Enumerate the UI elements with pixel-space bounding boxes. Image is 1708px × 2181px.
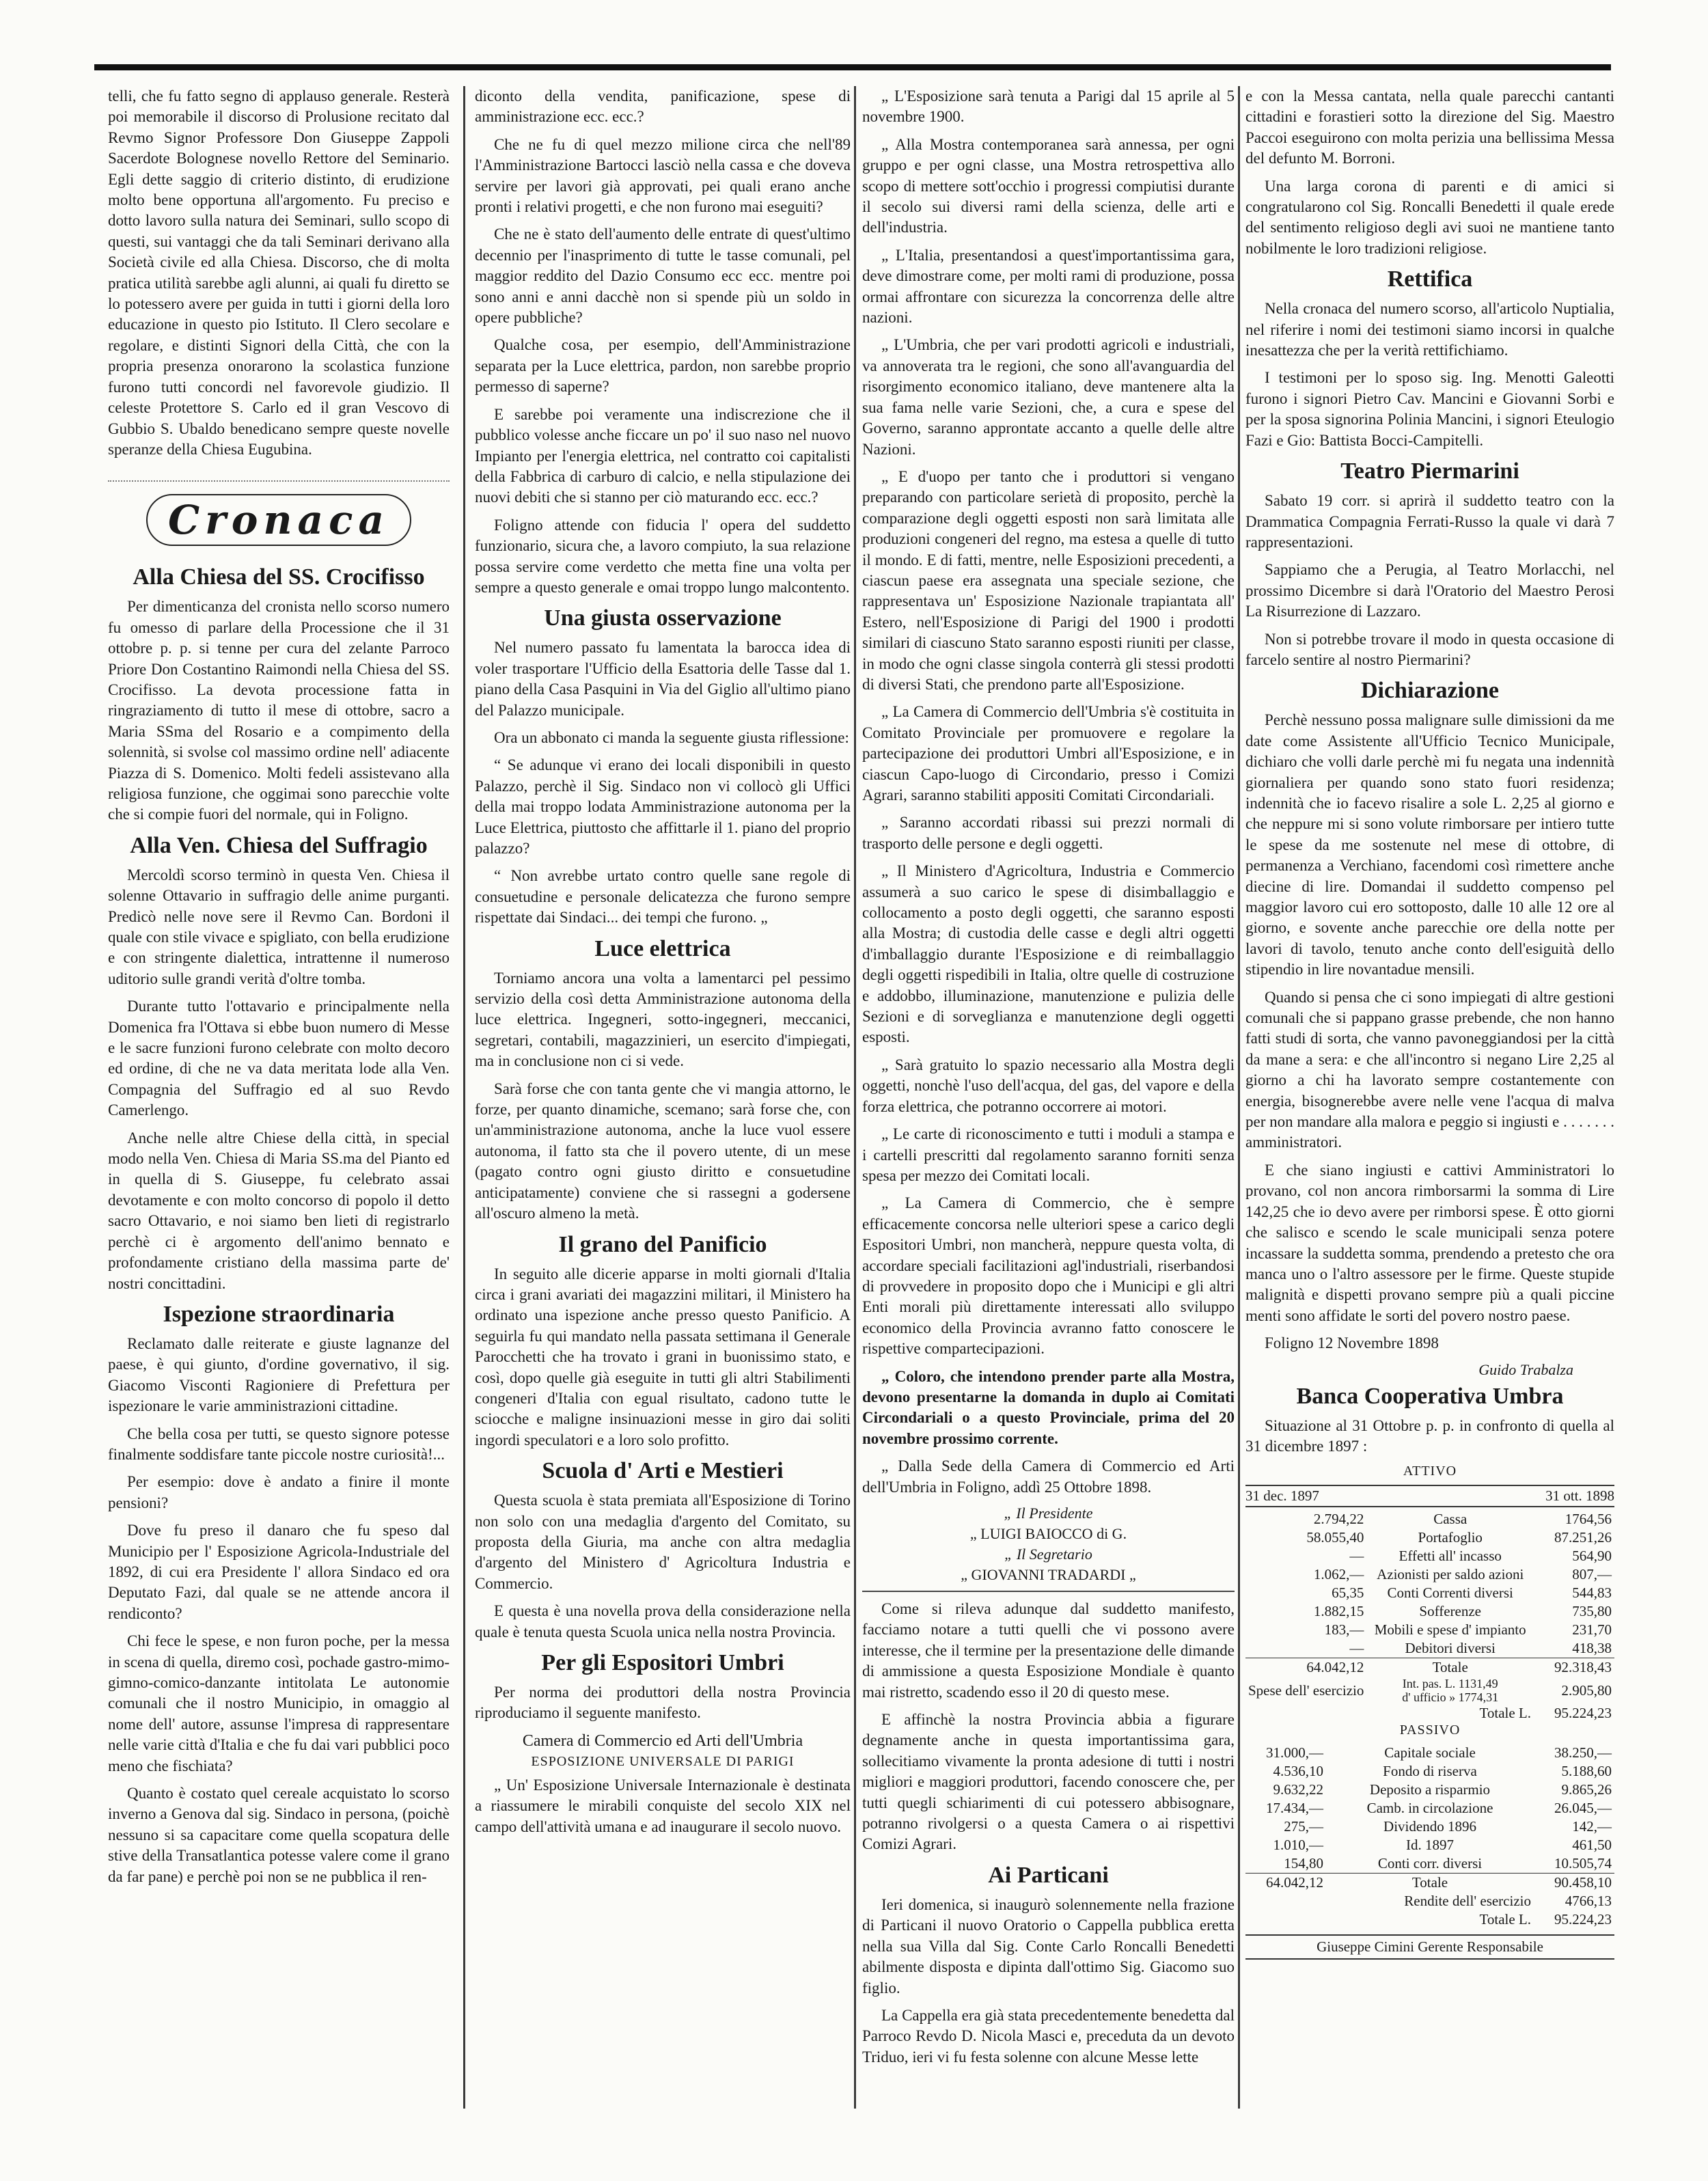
- table-cell: 461,50: [1572, 1837, 1612, 1854]
- table-cell: Portafoglio: [1418, 1529, 1483, 1546]
- article-paragraph: Dove fu preso il danaro che fu speso dal Municipio per l' Esposizione Agricola-Industriale del 1892, di cui era Presidente l' allora Sindaco ed ora Deputato Fazi, dal quale se ne attende ancora il rendiconto?: [108, 1522, 450, 1622]
- article-paragraph: Per norma dei produttori della nostra Provincia riproduciamo il seguente manifesto.: [475, 1684, 851, 1722]
- article-paragraph: Sarà forse che con tanta gente che vi mangia attorno, le forze, per quanto dinamiche, scemano; sarà forse che, con un'amministrazione autonoma, anche la luce vuol essere autonoma, il fatto sta che il povero utente, di un mese (pagato contro ogni giusto diritto e consuetudine anticipatamente) conviene che si rassegni a godersene all'oscuro almeno la metà.: [475, 1080, 851, 1222]
- article-paragraph: Chi fece le spese, e non furon poche, per la messa in scena di quella, diremo così, pochade gastro-mimo-gimno-comico-danzante intitolata Le autonomie comunali che il nostro Municipio, in omaggio al nome dell' autore, assunse l'impresa di rappresentare nelle varie città d'Italia e che fu dai vari pubblici poco meno che fischiata?: [108, 1632, 450, 1774]
- table-row: Spese dell' esercizio Int. pas. L. 1131,49 d' ufficio » 1774,31 2.905,80: [1248, 1677, 1612, 1705]
- article-paragraph: Che ne fu di quel mezzo milione circa che nell'89 l'Amministrazione Bartocci lasciò nella cassa e che doveva servire per lavori già approvati, pei quali erano anche pronti i relativi progetti, e che non furono mai eseguiti?: [475, 135, 851, 216]
- table-cell: Deposito a risparmio: [1369, 1781, 1491, 1798]
- column-1: [108, 86, 450, 2122]
- table-row: [1245, 1799, 1614, 1818]
- article-paragraph: diconto della vendita, panificazione, spese di amministrazione ecc. ecc.?: [475, 87, 851, 126]
- gerente-footer: Giuseppe Cimini Gerente Responsabile: [1245, 1934, 1614, 1960]
- table-cell: 1.010,—: [1273, 1837, 1323, 1854]
- article-paragraph: Mercoldì scorso terminò in questa Ven. Chiesa il solenne Ottavario in suffragio delle anime purganti. Predicò nelle nove sere il Revmo Can. Bordoni il quale con stile vivace e spigliato, con bella erudizione e con stringente dialettica, intrattenne il numeroso uditorio sulle grandi verità d'oltre tomba.: [108, 866, 450, 987]
- table-cell: 1.062,—: [1313, 1566, 1364, 1583]
- table-cell: Mobili e spese d' impianto: [1374, 1621, 1526, 1638]
- dateline: Foligno 12 Novembre 1898: [1265, 1334, 1439, 1352]
- table-cell: —: [1349, 1548, 1364, 1565]
- article-paragraph: Che ne è stato dell'aumento delle entrate di quest'ultimo decennio per l'inasprimento di tutte le tasse comunali, pel maggior reddito del Dazio Consumo ecc ecc. mentre poi sono anni e anni dacchè non si spende più un soldo in opere pubbliche?: [475, 225, 851, 327]
- table-cell: 17.434,—: [1266, 1800, 1323, 1817]
- table-cell: 38.250,—: [1554, 1744, 1612, 1761]
- subheading-camera: Camera di Commercio ed Arti dell'Umbria: [522, 1731, 803, 1750]
- table-row: [1245, 1836, 1614, 1854]
- headline-suffragio: Alla Ven. Chiesa del Suffragio: [130, 832, 428, 858]
- table-cell: 1764,56: [1565, 1511, 1612, 1528]
- table-row: [1245, 1584, 1614, 1602]
- table-cell: Effetti all' incasso: [1399, 1548, 1502, 1565]
- table-cell: Capitale sociale: [1384, 1744, 1476, 1761]
- headline-crocifisso: Alla Chiesa del SS. Crocifisso: [133, 564, 425, 590]
- signature-trabalza: Guido Trabalza: [1478, 1360, 1573, 1378]
- article-paragraph: „ L'Italia, presentandosi a quest'importantissima gara, deve dimostrare come, per molti rami di produzione, possa ormai affrontare con sicurezza la concorrenza delle altre nazioni.: [862, 246, 1235, 327]
- table-row: Rendite dell' esercizio 4766,13: [1404, 1893, 1612, 1910]
- table-cell: 31.000,—: [1266, 1744, 1323, 1761]
- table-cell: 58.055,40: [1306, 1529, 1364, 1546]
- table-cell: 807,—: [1572, 1566, 1612, 1583]
- table-cell: —: [1349, 1640, 1364, 1657]
- article-paragraph: “ Se adunque vi erano dei locali disponibili in questo Palazzo, perchè il Sig. Sindaco non vi collocò gli Uffici della mai troppo lodata Amministrazione autonoma per la Luce Elettrica, piuttosto che affittarle il 1. piano del proprio palazzo?: [475, 756, 851, 857]
- table-row: [1245, 1547, 1614, 1565]
- article-paragraph: In seguito alle dicerie apparse in molti giornali d'Italia circa i grani avariati dei magazzini militari, il Ministero ha ordinato una ispezione anche presso questo Panificio. A seguirla fu qui mandato nella passata settimana il Generale Parocchetti che ha trovato i grani in buonissimo stato, e così, dopo quelle già eseguite in tutti gli altri Stabilimenti congeneri d'Italia con egual risultato, cadono tutte le sciocche e maligne insinuazioni messe in giro dai soliti ingordi speculatori e a loro solo profitto.: [475, 1265, 851, 1449]
- headline-grano: Il grano del Panificio: [558, 1231, 767, 1257]
- table-cell: 142,—: [1572, 1818, 1612, 1835]
- passivo-table: [1245, 1744, 1614, 1929]
- article-paragraph: „ Un' Esposizione Universale Internazionale è destinata a riassumere le mirabili conquiste del secolo XIX nel campo dell'attività umana e ad inaugurare il secolo nuovo.: [475, 1776, 851, 1835]
- table-row: [1245, 1762, 1614, 1781]
- headline-ispezione: Ispezione straordinaria: [163, 1301, 395, 1327]
- article-paragraph: Nel numero passato fu lamentata la barocca idea di voler trasportare l'Ufficio della Esattoria delle Tasse dal 1. piano della Casa Pasquini in Via del Giglio all'ultimo piano del Palazzo municipale.: [475, 639, 851, 719]
- table-cell: Cassa: [1433, 1511, 1468, 1528]
- article-paragraph: Perchè nessuno possa malignare sulle dimissioni da me date come Assistente all'Ufficio Tecnico Municipale, dichiaro che volli darle perchè mi fu negata una indennità giornaliera per quando sono stato fuori residenza; indennità che io facevo risalire a sole L. 2,25 al giorno e che neppure mi si sono volute rimborsare per intiero tutte le spese da me sostenute nel mese di ottobre, di permanenza a Verchiano, facendomi così rimettere anche diecine di lire. Domandai il suddetto compenso pel maggior lavoro cui ero sottoposto, dalle 10 alle 12 ore al giorno, e sovente anche parecchie ore della notte per lavori di tavolo, tenuto anche conto dell'esiguità dello stipendio in lire novantadue mensili.: [1245, 711, 1614, 978]
- article-paragraph: „ Coloro, che intendono prender parte alla Mostra, devono presentarne la domanda in duplo ai Comitati Circondariali o a questo Provinciale, prima del 20 novembre prossimo corrente.: [862, 1367, 1235, 1447]
- table-cell: Sofferenze: [1419, 1603, 1481, 1620]
- table-row: 64.042,12 Totale 92.318,43: [1245, 1658, 1614, 1677]
- table-cell: 10.505,74: [1554, 1855, 1612, 1872]
- table-cell: 183,—: [1324, 1621, 1364, 1638]
- headline-osservazione: Una giusta osservazione: [544, 605, 782, 631]
- article-paragraph: Quando si pensa che ci sono impiegati di altre gestioni comunali che si pappano grasse prebende, che non hanno fatti studi di sorta, che vanno pavoneggiandosi per la città da mane a sera: e che all'incontro si negano Lire 2,25 al giorno a chi ha lavorato sempre costantemente con energia, bisognerebbe avere nelle vene l'acqua di malva per non mandare alla malora e peggio si ingiusti e . . . . . . . amministratori.: [1245, 988, 1614, 1151]
- table-row: [1245, 1510, 1614, 1528]
- headline-espositori: Per gli Espositori Umbri: [541, 1650, 784, 1675]
- article-paragraph: Situazione al 31 Ottobre p. p. in confronto di quella al 31 dicembre 1897 :: [1245, 1416, 1614, 1455]
- table-cell: Azionisti per saldo azioni: [1377, 1566, 1524, 1583]
- article-paragraph: Questa scuola è stata premiata all'Esposizione di Torino non solo con una medaglia d'argento del Comitato, su proposta della Giuria, ma anche con altra medaglia d'argento del Ministero d' Agricoltura Industria e Commercio.: [475, 1492, 851, 1592]
- headline-teatro: Teatro Piermarini: [1340, 458, 1519, 484]
- table-cell: Camb. in circolazione: [1366, 1800, 1493, 1817]
- table-cell: 154,80: [1284, 1855, 1323, 1872]
- table-cell: 87.251,26: [1554, 1529, 1612, 1546]
- column-2: [475, 86, 851, 2122]
- table-cell: 231,70: [1572, 1621, 1612, 1638]
- article-paragraph: Nella cronaca del numero scorso, all'articolo Nuptialia, nel riferire i nomi dei testimoni siamo incorsi in qualche inesattezza che per la verità rettifichiamo.: [1245, 300, 1614, 359]
- column-3: [862, 86, 1235, 2122]
- column-4: [1245, 86, 1614, 2122]
- article-paragraph: Per dimenticanza del cronista nello scorso numero fu omesso di parlare della Processione che il 31 ottobre p. p. si tenne per cura del zelante Parroco Priore Don Costantino Raimondi nella Chiesa del SS. Crocifisso. La devota processione fatta in ringraziamento di tutto il mese di ottobre, sacro a Maria SSma del Rosario e a compimento della solennità, si svolse col massimo ordine nell' adiacente Piazza di S. Domenico. Molti fedeli assistevano alla religiosa funzione, che oggimai sono parecchie volte che si compie fuori del normale, qui in Foligno.: [108, 598, 450, 823]
- article-paragraph: Durante tutto l'ottavario e principalmente nella Domenica fra l'Ottava si ebbe buon numero di Messe e le sacre funzioni furono celebrate con molto decoro ed ordine, di che ne va data meritata lode alla Ven. Compagnia del Suffragio ed al suo Revdo Camerlengo.: [108, 998, 450, 1119]
- table-row: [1245, 1621, 1614, 1639]
- table-cell: 2.794,22: [1313, 1511, 1364, 1528]
- table-cell: 26.045,—: [1554, 1800, 1612, 1817]
- signature-presidente-name: „ LUIGI BAIOCCO di G.: [969, 1525, 1127, 1542]
- table-cell: Conti Correnti diversi: [1387, 1585, 1513, 1602]
- table-row: 64.042,12 Totale 90.458,10: [1245, 1874, 1614, 1893]
- table-cell: 275,—: [1284, 1818, 1323, 1835]
- article-paragraph: E affinchè la nostra Provincia abbia a figurare degnamente anche in questa importantissima gara, sollecitiamo vivamente la pronta adesione di tutti i nostri migliori e maggiori produttori, facendo conoscere che, per tutti quegli schiarimenti di cui potessero abbisognare, potranno rivolgersi o a questa Camera o ai rispettivi Comizi Agrari.: [862, 1711, 1235, 1853]
- headline-rettifica: Rettifica: [1387, 266, 1473, 292]
- table-row: Totale L. 95.224,23: [1479, 1911, 1612, 1928]
- balance-header: [1245, 1485, 1614, 1507]
- signature-presidente-title: „ Il Presidente: [1004, 1505, 1093, 1522]
- article-paragraph: „ Alla Mostra contemporanea sarà annessa, per ogni gruppo e per ogni classe, una Mostra retrospettiva allo scopo di mettere sott'occhio i progressi compiutisi durante il secolo sui diversi rami della scienza, delle arti e dell'industria.: [862, 135, 1235, 236]
- article-paragraph: Torniamo ancora una volta a lamentarci pel pessimo servizio della così detta Amministrazione autonoma della luce elettrica. Ingegneri, sotto-ingegneri, meccanici, segretari, contabili, magazzinieri, un esercito d'impiegati, ma in conclusione non ci si vede.: [475, 969, 851, 1070]
- headline-particani: Ai Particani: [988, 1862, 1109, 1888]
- article-paragraph: Qualche cosa, per esempio, dell'Amministrazione separata per la Luce elettrica, pardon, non sarebbe proprio permesso di saperne?: [475, 336, 851, 396]
- article-paragraph: Una larga corona di parenti e di amici si congratularono col Sig. Roncalli Benedetti il quale erede del sentimento religioso degli avi suoi ne mantiene tanto nobilmente le loro tradizioni religiose.: [1245, 177, 1614, 257]
- article-paragraph: E che siano ingiusti e cattivi Amministratori lo provano, col non ancora rimborsarmi la somma di Lire 142,25 che io devo avere per rimborsi spese. È otto giorni che salisco e scendo le scale municipali senza potere incassare la suddetta somma, prendendo a pretesto che ora manca uno o l'altro assessore per le firme. Queste stupide malignità e dispetti provano sempre più a quali piccine menti sono affidate le sorti del povero nostro paese.: [1245, 1161, 1614, 1324]
- article-paragraph: „ La Camera di Commercio, che è sempre efficacemente concorsa nelle ulteriori spese a carico degli Espositori Umbri, non mancherà, neppure questa volta, di accordare speciali facilitazioni agl'industriali, riserbandosi di provvedere in proposito dopo che i Municipi e gli altri Enti morali più direttamente interessati allo sviluppo economico della Provincia avranno fatto conoscere le rispettive compartecipazioni.: [862, 1194, 1235, 1358]
- table-cell: Id. 1897: [1406, 1837, 1454, 1854]
- article-paragraph: e con la Messa cantata, nella quale parecchi cantanti cittadini e forastieri sotto la direzione del Sig. Maestro Paccoi eseguirono con molta perizia una bellissima Messa del defunto M. Borroni.: [1245, 87, 1614, 167]
- article-paragraph: Ora un abbonato ci manda la seguente giusta riflessione:: [494, 728, 849, 746]
- balance-header-left: 31 dec. 1897: [1245, 1487, 1319, 1505]
- subheading-esposizione: ESPOSIZIONE UNIVERSALE DI PARIGI: [531, 1753, 795, 1769]
- signature-segretario-title: „ Il Segretario: [1004, 1546, 1092, 1563]
- article-paragraph: „ La Camera di Commercio dell'Umbria s'è costituita in Comitato Provinciale per promuovere e regolare la partecipazione dei produttori Umbri all'Esposizione, e in ciascun Capo-luogo di Circondario, presso i Comizi Agrari, saranno stabiliti appositi Comitati Circondariali.: [862, 703, 1235, 804]
- table-row: [1245, 1781, 1614, 1799]
- article-paragraph: Che bella cosa per tutti, se questo signore potesse finalmente soddisfare tante piccole nostre curiosità!...: [108, 1425, 450, 1463]
- article-paragraph: Per esempio: dove è andato a finire il monte pensioni?: [108, 1473, 450, 1511]
- article-paragraph: „ E d'uopo per tanto che i produttori si vengano preparando con particolare serietà di proposito, perchè la comparazione degli oggetti esposti non sarà limitata alle produzioni congeneri del regno, ma estesa a quelle di tutto il mondo. E di fatti, mentre, nelle Esposizioni precedenti, a ciascun paese era assegnata una speciale sezione, che rappresentava un' Esposizione Nazionale trapiantata all' Estero, nell'Esposizione di Parigi del 1900 i prodotti similari di ciascuno Stato saranno esposti riuniti per classe, in modo che ogni classe singola conterrà gli stessi prodotti di diversi Stati, che prendono parte all'Esposizione.: [862, 467, 1235, 693]
- table-cell: 735,80: [1572, 1603, 1612, 1620]
- headline-dichiarazione: Dichiarazione: [1360, 678, 1500, 704]
- article-paragraph: „ Dalla Sede della Camera di Commercio ed Arti dell'Umbria in Foligno, addì 25 Ottobre 1898.: [862, 1457, 1235, 1496]
- table-row: [1245, 1602, 1614, 1621]
- table-cell: 65,35: [1332, 1585, 1364, 1602]
- article-paragraph: Anche nelle altre Chiese della città, in special modo nella Ven. Chiesa di Maria SS.ma del Pianto ed in quella di S. Giuseppe, fu celebrato assai devotamente e con molto concorso di popolo il detto sacro Ottavario, e noi siamo ben lieti di registrarlo perchè ci è argomento dell'animo bennato e profondamente cristiano della massima parte de' nostri concittadini.: [108, 1129, 450, 1292]
- article-paragraph: telli, che fu fatto segno di applauso generale. Resterà poi memorabile il discorso di Prolusione recitato dal Revmo Signor Professore Don Giuseppe Zappoli Sacerdote Bolognese novello Rettore del Seminario. Egli dette saggio di criterio distinto, di erudizione molto bene opportuna all'argomento. Fu preciso e dotto lavoro sulla natura dei Seminari, sullo scopo di questi, sui vantaggi che da tali Seminari derivano alla Società civile ed alla Chiesa. Discorso, che di molta pratica utilità sarebbe agli alunni, ai quali fu diretto se lo potessero avere per guida in tutti i giorni della loro educazione in questo pio Istituto. Il Clero secolare e regolare, e distinti Signori della Città, che con la propria presenza onorarono la scolastica funzione furono tutti concordi nel favorevole giudizio. Il celeste Protettore S. Carlo ed il gran Vescovo di Gubbio S. Ubaldo benedicano sempre queste novelle speranze della Chiesa Eugubina.: [108, 87, 450, 458]
- article-paragraph: E questa è una novella prova della considerazione nella quale è tenuta questa Scuola unica nella nostra Provincia.: [475, 1602, 851, 1641]
- article-paragraph: „ Sarà gratuito lo spazio necessario alla Mostra degli oggetti, nonchè l'uso dell'acqua, del gas, del vapore e della forza elettrica, che potranno occorrere ai motori.: [862, 1056, 1235, 1115]
- headline-luce: Luce elettrica: [594, 935, 731, 961]
- table-row: [1245, 1744, 1614, 1762]
- attivo-heading: ATTIVO: [1403, 1464, 1457, 1479]
- table-cell: 5.188,60: [1561, 1763, 1612, 1780]
- table-cell: 4.536,10: [1273, 1763, 1323, 1780]
- column-divider: [854, 86, 856, 2109]
- article-paragraph: Reclamato dalle reiterate e giuste lagnanze del paese, è qui giunto, d'ordine governativo, il sig. Giacomo Visconti Ragioniere di Prefettura per ispezionare le varie amministrazioni cittadine.: [108, 1334, 450, 1415]
- table-cell: 564,90: [1572, 1548, 1612, 1565]
- article-paragraph: I testimoni per lo sposo sig. Ing. Menotti Galeotti furono i signori Pietro Cav. Mancini e Giovanni Sorbi e per la sposa signorina Polinia Mancini, i signori Eteulogio Fazi e Gio: Battista Bocci-Campitelli.: [1245, 369, 1614, 449]
- article-paragraph: Sabato 19 corr. si aprirà il suddetto teatro con la Drammatica Compagnia Ferrati-Russo la quale vi darà 7 rappresentazioni.: [1245, 492, 1614, 551]
- headline-banca: Banca Cooperativa Umbra: [1296, 1383, 1564, 1409]
- article-paragraph: E sarebbe poi veramente una indiscrezione che il pubblico volesse anche ficcare un po' il suo naso nel nuovo Impianto per l'energia elettrica, nel contratto coi capitalisti della Fabbrica di carburo di calcio, e nella stipulazione dei nuovi debiti che si stanno per ciò maturando ecc. ecc.?: [475, 405, 851, 506]
- article-paragraph: Quanto è costato quel cereale acquistato lo scorso inverno a Genova dal sig. Sindaco in persona, (poichè nessuno si sa capacitare come quella scopatura delle stive della Transatlantica potesse valere come il grano da far pane) e perchè poi non se ne pubblica il ren-: [108, 1785, 450, 1885]
- passivo-heading: PASSIVO: [1399, 1723, 1461, 1738]
- article-paragraph: Come si rileva adunque dal suddetto manifesto, facciamo notare a tutti quelli che vi possono avere interesse, che il termine per la presentazione delle dimande di ammissione a questa Esposizione Mondiale è quanto mai ristretto, scadendo esso il 20 di questo mese.: [862, 1600, 1235, 1701]
- table-row: [1245, 1639, 1614, 1658]
- attivo-table: [1245, 1510, 1614, 1723]
- table-cell: 9.865,26: [1561, 1781, 1612, 1798]
- cronaca-title: Cronaca: [146, 494, 411, 546]
- balance-header-right: 31 ott. 1898: [1545, 1487, 1614, 1505]
- article-paragraph: “ Non avrebbe urtato contro quelle sane regole di consuetudine e personale delicatezza che furono sempre rispettate dai Sindaci... dei tempi che furono. „: [475, 867, 851, 927]
- article-paragraph: Non si potrebbe trovare il modo in questa occasione di farcelo sentire al nostro Piermarini?: [1245, 630, 1614, 668]
- cronaca-banner: [108, 480, 450, 558]
- table-row: Totale L. 95.224,23: [1479, 1705, 1612, 1722]
- table-row: [1245, 1818, 1614, 1836]
- section-divider: [862, 1591, 1235, 1592]
- top-rule: [94, 64, 1611, 70]
- article-paragraph: „ L'Esposizione sarà tenuta a Parigi dal 15 aprile al 5 novembre 1900.: [862, 87, 1235, 126]
- table-row: [1245, 1528, 1614, 1547]
- article-paragraph: Foligno attende con fiducia l' opera del suddetto funzionario, sicura che, a lavoro compiuto, la sua relazione possa servire come verdetto che metta fine una volta per sempre a questo generale e omai troppo lungo malcontento.: [475, 516, 851, 596]
- column-divider: [1238, 86, 1240, 2109]
- article-paragraph: „ L'Umbria, che per vari prodotti agricoli e industriali, va annoverata tra le regioni, che sono all'avanguardia del risorgimento economico italiano, deve mantenere alta la sua fama nelle varie Sezioni, che, a cura e spese del Governo, saranno approntate accanto a quelle delle altre Nazioni.: [862, 336, 1235, 458]
- table-cell: Debitori diversi: [1405, 1640, 1496, 1657]
- article-paragraph: „ Il Ministero d'Agricoltura, Industria e Commercio assumerà a suo carico le spese di disimballaggio e collocamento a posto degli oggetti, che saranno esposti alla Mostra; di custodia delle casse e degli altri oggetti d'imballaggio durante l'Esposizione e di reimballaggio degli oggetti rispedibili in Italia, oltre quelle di costruzione e addobbo, illuminazione, manutenzione e pulizia delle Sezioni e di sorveglianza e manutenzione degli oggetti esposti.: [862, 862, 1235, 1046]
- table-cell: Fondo di riserva: [1383, 1763, 1477, 1780]
- headline-scuola: Scuola d' Arti e Mestieri: [542, 1458, 784, 1484]
- table-row: [1245, 1854, 1614, 1874]
- article-paragraph: „ Saranno accordati ribassi sui prezzi normali di trasporto delle persone e degli oggetti.: [862, 814, 1235, 852]
- article-paragraph: Sappiamo che a Perugia, al Teatro Morlacchi, nel prossimo Dicembre si darà l'Oratorio del Maestro Perosi La Risurrezione di Lazzaro.: [1245, 561, 1614, 620]
- table-cell: Conti corr. diversi: [1377, 1855, 1483, 1872]
- table-cell: Dividendo 1896: [1383, 1818, 1476, 1835]
- table-cell: 544,83: [1572, 1585, 1612, 1602]
- article-paragraph: Ieri domenica, si inaugurò solennemente nella frazione di Particani il nuovo Oratorio o Cappella pubblica eretta nella sua Villa dal Sig. Conte Carlo Roncalli Benedetti abilmente disposta e dipinta dall'ottimo Sig. Giacomo suo figlio.: [862, 1895, 1235, 1997]
- table-cell: 418,38: [1572, 1640, 1612, 1657]
- column-divider: [463, 86, 465, 2109]
- table-cell: 1.882,15: [1313, 1603, 1364, 1620]
- table-cell: 9.632,22: [1273, 1781, 1323, 1798]
- article-paragraph: La Cappella era già stata precedentemente benedetta dal Parroco Revdo D. Nicola Masci e, preceduta da un devoto Triduo, ieri vi fu festa solenne con alcune Messe lette: [862, 2006, 1235, 2066]
- table-row: [1245, 1565, 1614, 1584]
- article-paragraph: „ Le carte di riconoscimento e tutti i moduli a stampa e i cartelli prescritti dal regolamento saranno forniti senza spesa per mezzo dei Comitati locali.: [862, 1125, 1235, 1184]
- signature-segretario-name: „ GIOVANNI TRADARDI „: [961, 1566, 1136, 1583]
